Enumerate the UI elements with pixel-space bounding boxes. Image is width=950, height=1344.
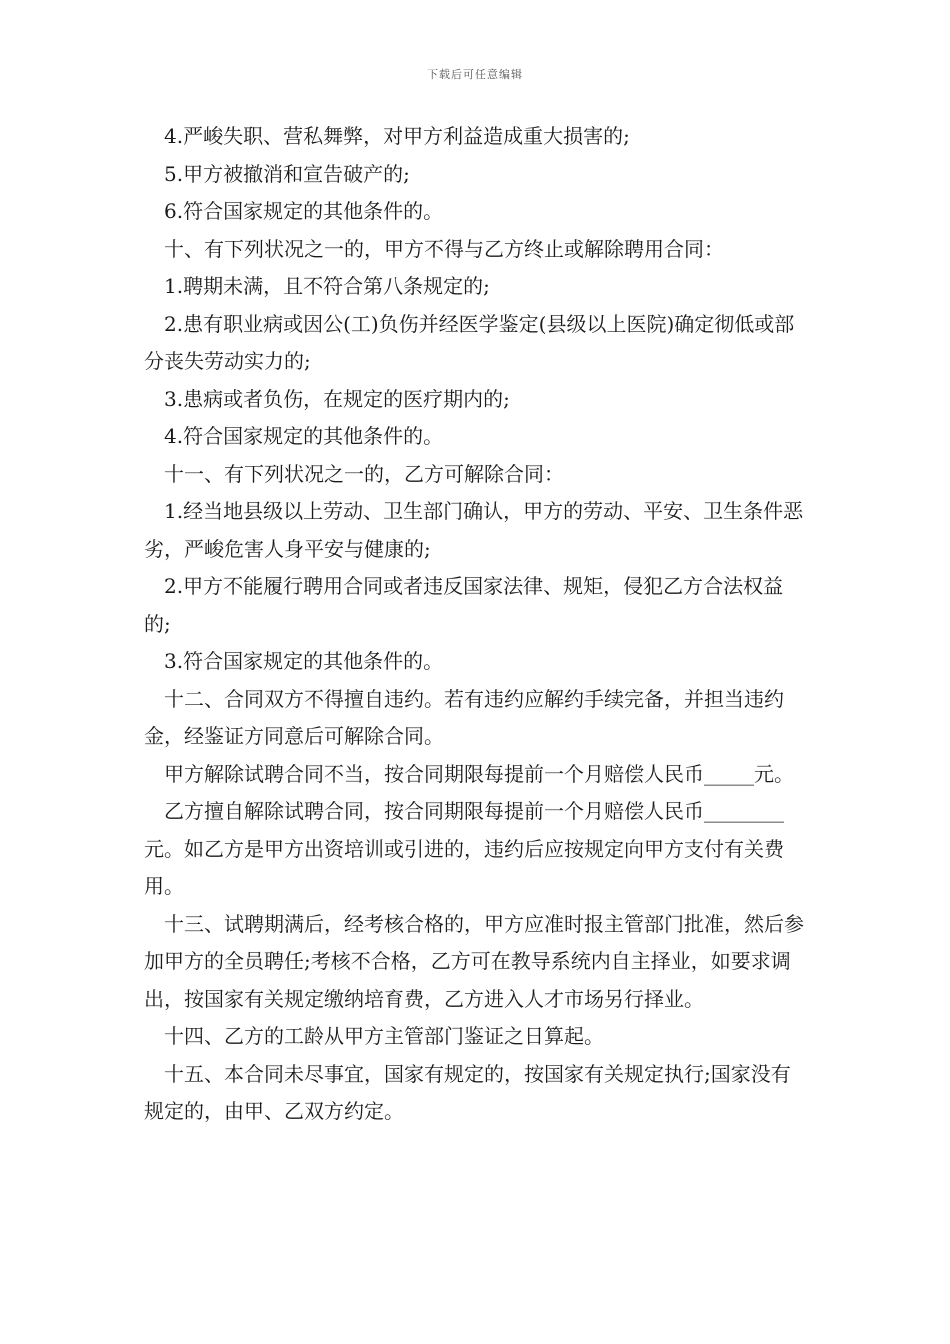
paragraph-clause-10-item-4: 4.符合国家规定的其他条件的。: [164, 424, 444, 448]
paragraph-clause-9-item-6: 6.符合国家规定的其他条件的。: [164, 199, 444, 223]
paragraph-clause-15: 十五、本合同未尽事宜，国家有规定的，按国家有关规定执行;国家没有规定的，由甲、乙双方约定。: [144, 1061, 791, 1123]
paragraph-clause-10-item-2: 2.患有职业病或因公(工)负伤并经医学鉴定(县级以上医院)确定彻低或部分丧失劳动实力的;: [144, 311, 795, 373]
paragraph-clause-11: 十一、有下列状况之一的，乙方可解除合同：: [164, 461, 564, 486]
paragraph-clause-9-item-5: 5.甲方被撤消和宣告破产的;: [164, 161, 410, 186]
document-body: [144, 118, 809, 1131]
paragraph-clause-9-item-4: 4.严峻失职、营私舞弊，对甲方利益造成重大损害的;: [164, 124, 630, 148]
paragraph-clause-11-item-1: 1.经当地县级以上劳动、卫生部门确认，甲方的劳动、平安、卫生条件恶劣，严峻危害人身平安与健康的;: [144, 499, 804, 561]
paragraph-clause-10: 十、有下列状况之一的，甲方不得与乙方终止或解除聘用合同：: [164, 236, 724, 261]
paragraph-clause-11-item-2: 2.甲方不能履行聘用合同或者违反国家法律、规矩，侵犯乙方合法权益的;: [144, 574, 784, 636]
paragraph-clause-12-party-b: 乙方擅自解除试聘合同，按合同期限每提前一个月赔偿人民币________元。如乙方是甲方出资培训或引进的，违约后应按规定向甲方支付有关费用。: [144, 799, 784, 898]
paragraph-clause-11-item-3: 3.符合国家规定的其他条件的。: [164, 649, 444, 673]
paragraph-clause-10-item-3: 3.患病或者负伤，在规定的医疗期内的;: [164, 386, 510, 411]
paragraph-clause-14: 十四、乙方的工龄从甲方主管部门鉴证之日算起。: [164, 1024, 604, 1048]
paragraph-clause-10-item-1: 1.聘期未满，且不符合第八条规定的;: [164, 274, 490, 298]
paragraph-clause-13: 十三、试聘期满后，经考核合格的，甲方应准时报主管部门批准，然后参加甲方的全员聘任;考核不合格，乙方可在教导系统内自主择业，如要求调出，按国家有关规定缴纳培育费，乙方进入人才市场另行择业。: [144, 911, 804, 1011]
paragraph-clause-12-party-a: 甲方解除试聘合同不当，按合同期限每提前一个月赔偿人民币_____元。: [164, 761, 794, 786]
page-header: 下载后可任意编辑: [427, 68, 523, 81]
paragraph-clause-12: 十二、合同双方不得擅自违约。若有违约应解约手续完备，并担当违约金，经鉴证方同意后可解除合同。: [144, 686, 784, 748]
